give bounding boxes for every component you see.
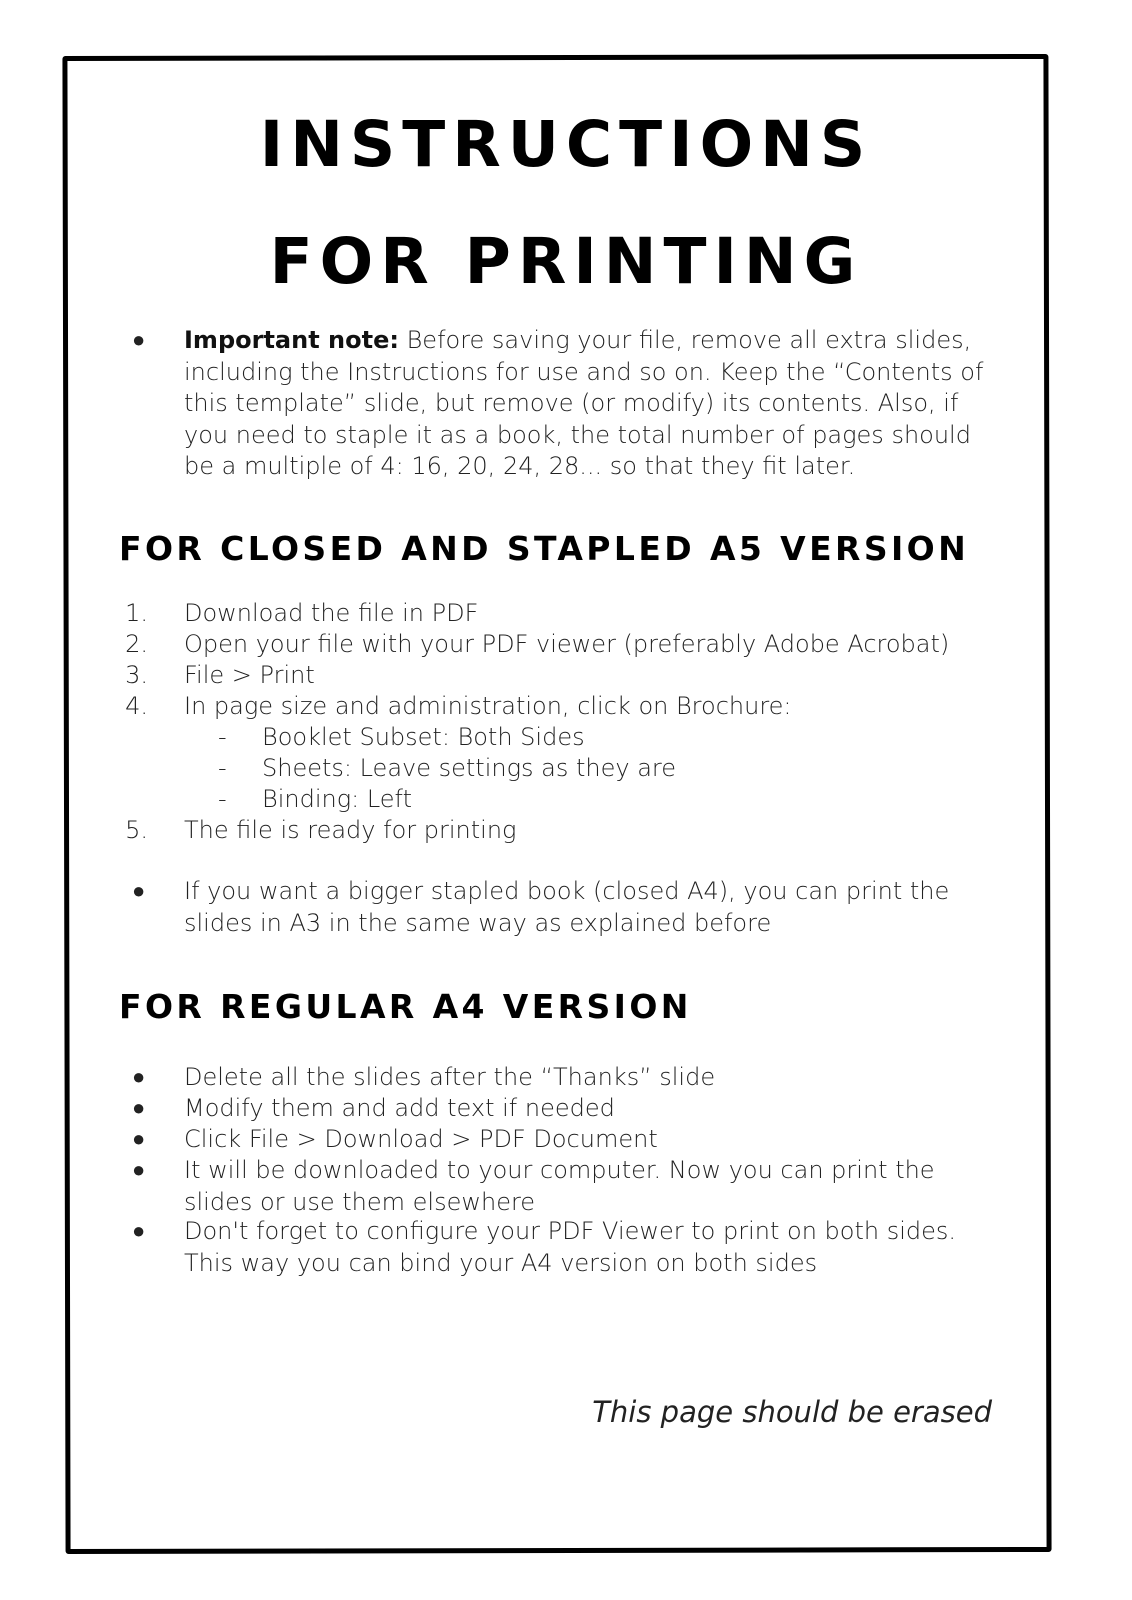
bullet-text: Delete all the slides after the “Thanks” slide: [184, 1063, 716, 1091]
sub-item-dash: -: [218, 723, 227, 751]
step-number: 5.: [125, 816, 148, 844]
bullet-marker: ●: [132, 879, 146, 904]
step-text: File > Print: [184, 661, 315, 689]
bullet-text: Modify them and add text if needed: [184, 1094, 615, 1122]
bullet-marker: ●: [132, 1219, 146, 1244]
step-text: The file is ready for printing: [184, 816, 517, 844]
step-text: Open your file with your PDF viewer (preferably Adobe Acrobat): [184, 630, 950, 658]
sub-item-text: Booklet Subset: Both Sides: [262, 723, 585, 751]
bullet-marker: ●: [132, 328, 146, 353]
step-text: Download the file in PDF: [184, 599, 479, 627]
important-note-label: Important note:: [184, 326, 399, 354]
step-number: 2.: [125, 630, 148, 658]
important-note-text: [184, 325, 984, 483]
page-title-line-1: INSTRUCTIONS: [259, 108, 873, 181]
bullet-marker: ●: [132, 1065, 146, 1090]
page-title-line-2: FOR PRINTING: [269, 225, 863, 298]
sub-item-text: Binding: Left: [262, 785, 412, 813]
bullet-marker: ●: [132, 1127, 146, 1152]
step-number: 1.: [125, 599, 148, 627]
step-number: 3.: [125, 661, 148, 689]
sub-item-dash: -: [218, 754, 227, 782]
bullet-text: It will be downloaded to your computer. Now you can print the slides or use them elsewhere: [184, 1156, 935, 1216]
sub-item-dash: -: [218, 785, 227, 813]
important-note-body: Before saving your file, remove all extra slides, including the Instructions for use and so on. Keep the “Contents of this template” slide, but remove (or modify) its contents. Also, if you need to staple it as a book, the total number of pages should be a multiple of 4: 16, 20, 24, 28... so that they fit later.: [184, 326, 984, 480]
step-text: In page size and administration, click on Brochure:: [184, 692, 792, 720]
bullet-text: Click File > Download > PDF Document: [184, 1125, 658, 1153]
bullet-text: Don't forget to configure your PDF Viewer to print on both sides. This way you can bind your A4 version on both sides: [184, 1217, 957, 1277]
footer-note: This page should be erased: [592, 1395, 992, 1429]
bullet-marker: ●: [132, 1096, 146, 1121]
extra-bullet-text: If you want a bigger stapled book (closed A4), you can print the slides in A3 in the same way as explained before: [184, 877, 950, 937]
section-heading-a4: FOR REGULAR A4 VERSION: [119, 987, 692, 1026]
bullet-marker: ●: [132, 1158, 146, 1183]
step-number: 4.: [125, 692, 148, 720]
sub-item-text: Sheets: Leave settings as they are: [262, 754, 676, 782]
section-heading-a5: FOR CLOSED AND STAPLED A5 VERSION: [119, 529, 970, 568]
